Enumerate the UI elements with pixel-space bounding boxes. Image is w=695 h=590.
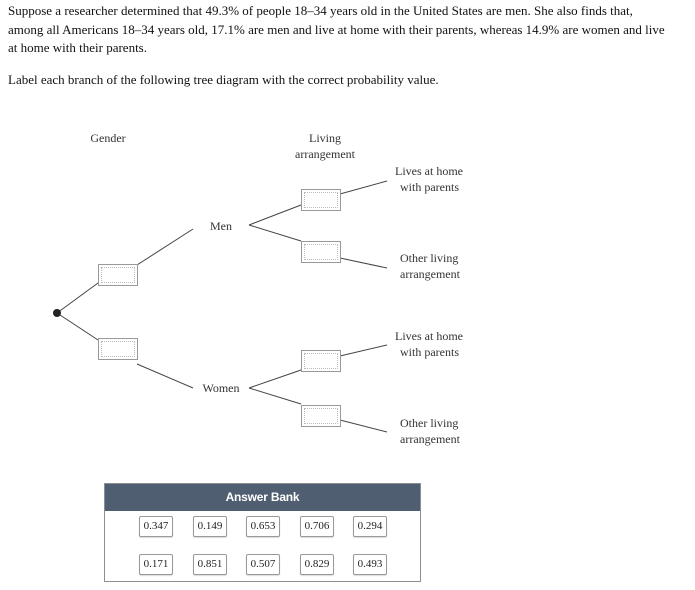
living-arrangement-header xyxy=(290,130,360,162)
living-header-line2: arrangement xyxy=(295,147,355,161)
branch-women-other-b xyxy=(340,420,387,432)
gender-header: Gender xyxy=(90,131,126,145)
branch-women-other-a xyxy=(249,388,301,404)
instruction-text: Label each branch of the following tree diagram with the correct probability value. xyxy=(8,72,439,87)
question-line-3: at home with their parents. xyxy=(8,40,147,55)
question-line-1: Suppose a researcher determined that 49.3% of people 18–34 years old in the United States are men. She also finds that, xyxy=(8,3,633,18)
branch-women-home-b xyxy=(340,345,387,356)
drop-target-men[interactable] xyxy=(98,264,138,286)
answer-tile[interactable]: 0.493 xyxy=(353,554,387,575)
answer-tile[interactable]: 0.829 xyxy=(300,554,334,575)
answer-tile[interactable]: 0.706 xyxy=(300,516,334,537)
branch-root-women-lower xyxy=(57,313,98,340)
branch-men-other-b xyxy=(340,258,387,268)
branch-root-men-upper xyxy=(137,229,193,265)
branch-root-women-upper xyxy=(137,364,193,388)
branch-men-home-b xyxy=(340,181,387,194)
drop-target-women-home[interactable] xyxy=(301,350,341,372)
branch-men-home-a xyxy=(249,205,301,225)
outcome-women-other xyxy=(400,415,460,447)
branch-root-men-lower xyxy=(57,283,98,313)
answer-tile[interactable]: 0.507 xyxy=(246,554,280,575)
drop-target-women[interactable] xyxy=(98,338,138,360)
drop-target-women-other[interactable] xyxy=(301,405,341,427)
branch-women-home-a xyxy=(249,370,301,388)
outcome-women-home xyxy=(395,328,463,360)
outcome-line: with parents xyxy=(400,345,459,359)
women-label: Women xyxy=(202,381,240,395)
answer-tile[interactable]: 0.653 xyxy=(246,516,280,537)
outcome-men-other xyxy=(400,250,460,282)
answer-tile[interactable]: 0.851 xyxy=(193,554,227,575)
answer-bank xyxy=(104,483,421,582)
outcome-men-home xyxy=(395,163,463,195)
drop-target-men-home[interactable] xyxy=(301,189,341,211)
outcome-line: Lives at home xyxy=(395,329,463,343)
outcome-line: with parents xyxy=(400,180,459,194)
branch-men-other-a xyxy=(249,225,301,241)
answer-tile[interactable]: 0.347 xyxy=(139,516,173,537)
question-line-2: among all Americans 18–34 years old, 17.1% are men and live at home with their parents, whereas 14.9% are women and live xyxy=(8,21,665,37)
answer-tile[interactable]: 0.294 xyxy=(353,516,387,537)
outcome-line: Other living xyxy=(400,416,459,430)
root-node xyxy=(53,309,61,317)
outcome-line: arrangement xyxy=(400,267,460,281)
outcome-line: Lives at home xyxy=(395,164,463,178)
outcome-line: Other living xyxy=(400,251,459,265)
answer-tile[interactable]: 0.171 xyxy=(139,554,173,575)
outcome-line: arrangement xyxy=(400,432,460,446)
living-header-line1: Living xyxy=(309,131,341,145)
answer-tile[interactable]: 0.149 xyxy=(193,516,227,537)
answer-bank-title: Answer Bank xyxy=(105,484,420,511)
drop-target-men-other[interactable] xyxy=(301,241,341,263)
men-label: Men xyxy=(210,219,232,233)
